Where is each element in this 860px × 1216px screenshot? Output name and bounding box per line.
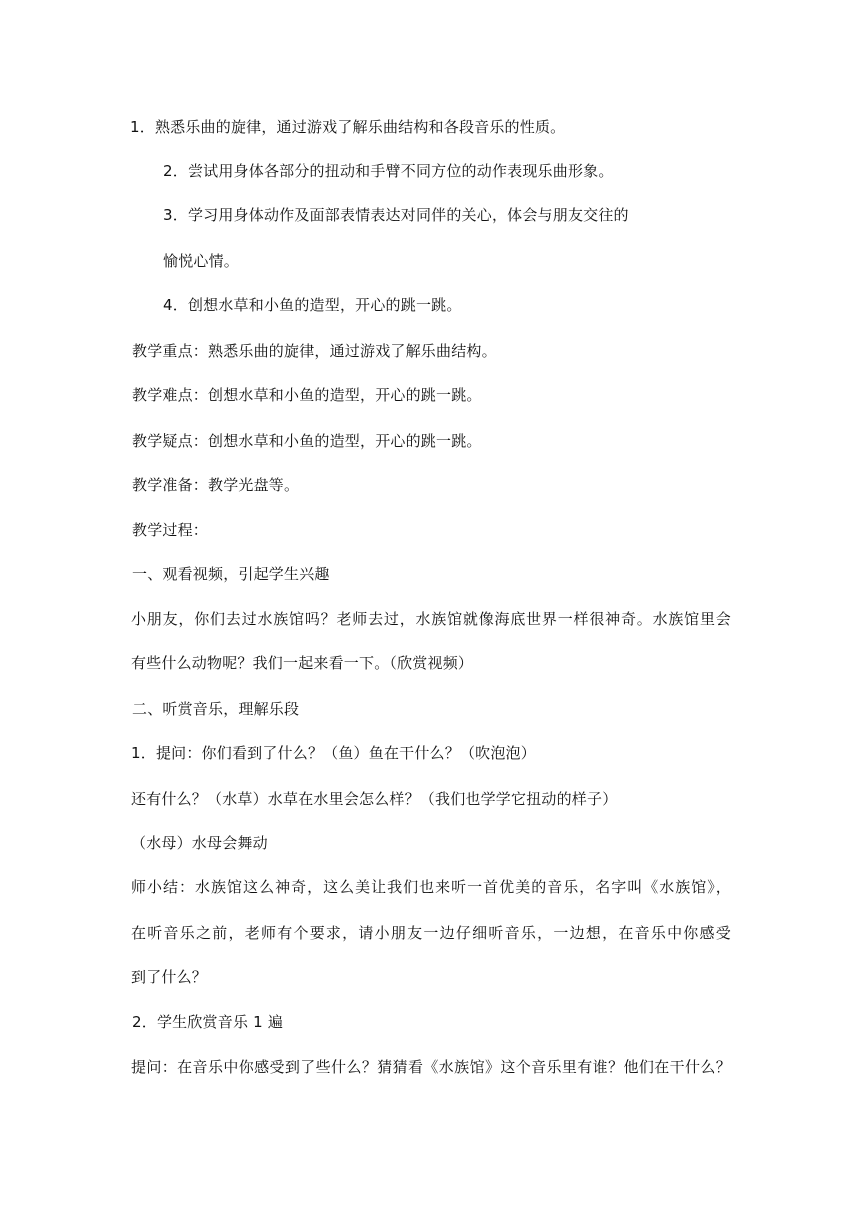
teacher-summary-line-3: 到了什么？ bbox=[131, 968, 208, 986]
objective-2: 2．尝试用身体各部分的扭动和手臂不同方位的动作表现乐曲形象。 bbox=[163, 162, 614, 180]
teacher-summary-line-2: 在听音乐之前，老师有个要求，请小朋友一边仔细听音乐，一边想，在音乐中你感受 bbox=[131, 924, 731, 942]
teaching-preparation: 教学准备：教学光盘等。 bbox=[132, 476, 300, 494]
section-two-question-3: （水母）水母会舞动 bbox=[131, 834, 268, 852]
section-two-question-2: 还有什么？（水草）水草在水里会怎么样？（我们也学学它扭动的样子） bbox=[131, 790, 618, 808]
doubt-point: 教学疑点：创想水草和小鱼的造型，开心的跳一跳。 bbox=[132, 432, 482, 450]
objective-3: 3．学习用身体动作及面部表情表达对同伴的关心，体会与朋友交往的 bbox=[163, 206, 629, 224]
key-point: 教学重点：熟悉乐曲的旋律，通过游戏了解乐曲结构。 bbox=[132, 342, 497, 360]
section-two-step-2: 2．学生欣赏音乐 1 遍 bbox=[132, 1013, 284, 1031]
process-heading: 教学过程： bbox=[132, 521, 209, 539]
objective-1: 1．熟悉乐曲的旋律，通过游戏了解乐曲结构和各段音乐的性质。 bbox=[130, 118, 566, 136]
section-one-heading: 一、观看视频，引起学生兴趣 bbox=[132, 565, 330, 583]
section-two-question-1: 1．提问：你们看到了什么？（鱼）鱼在干什么？（吹泡泡） bbox=[131, 744, 536, 762]
teacher-summary-line-1: 师小结：水族馆这么神奇，这么美让我们也来听一首优美的音乐，名字叫《水族馆》， bbox=[131, 878, 731, 896]
section-one-paragraph-line-1: 小朋友，你们去过水族馆吗？老师去过，水族馆就像海底世界一样很神奇。水族馆里会 bbox=[131, 610, 731, 628]
objective-4: 4．创想水草和小鱼的造型，开心的跳一跳。 bbox=[163, 296, 462, 314]
objective-3-continued: 愉悦心情。 bbox=[163, 252, 240, 270]
difficult-point: 教学难点：创想水草和小鱼的造型，开心的跳一跳。 bbox=[132, 386, 482, 404]
section-two-question-4: 提问：在音乐中你感受到了些什么？猜猜看《水族馆》这个音乐里有谁？他们在干什么？ bbox=[131, 1058, 731, 1076]
section-two-heading: 二、听赏音乐，理解乐段 bbox=[132, 700, 300, 718]
section-one-paragraph-line-2: 有些什么动物呢？我们一起来看一下。（欣赏视频） bbox=[131, 654, 474, 672]
